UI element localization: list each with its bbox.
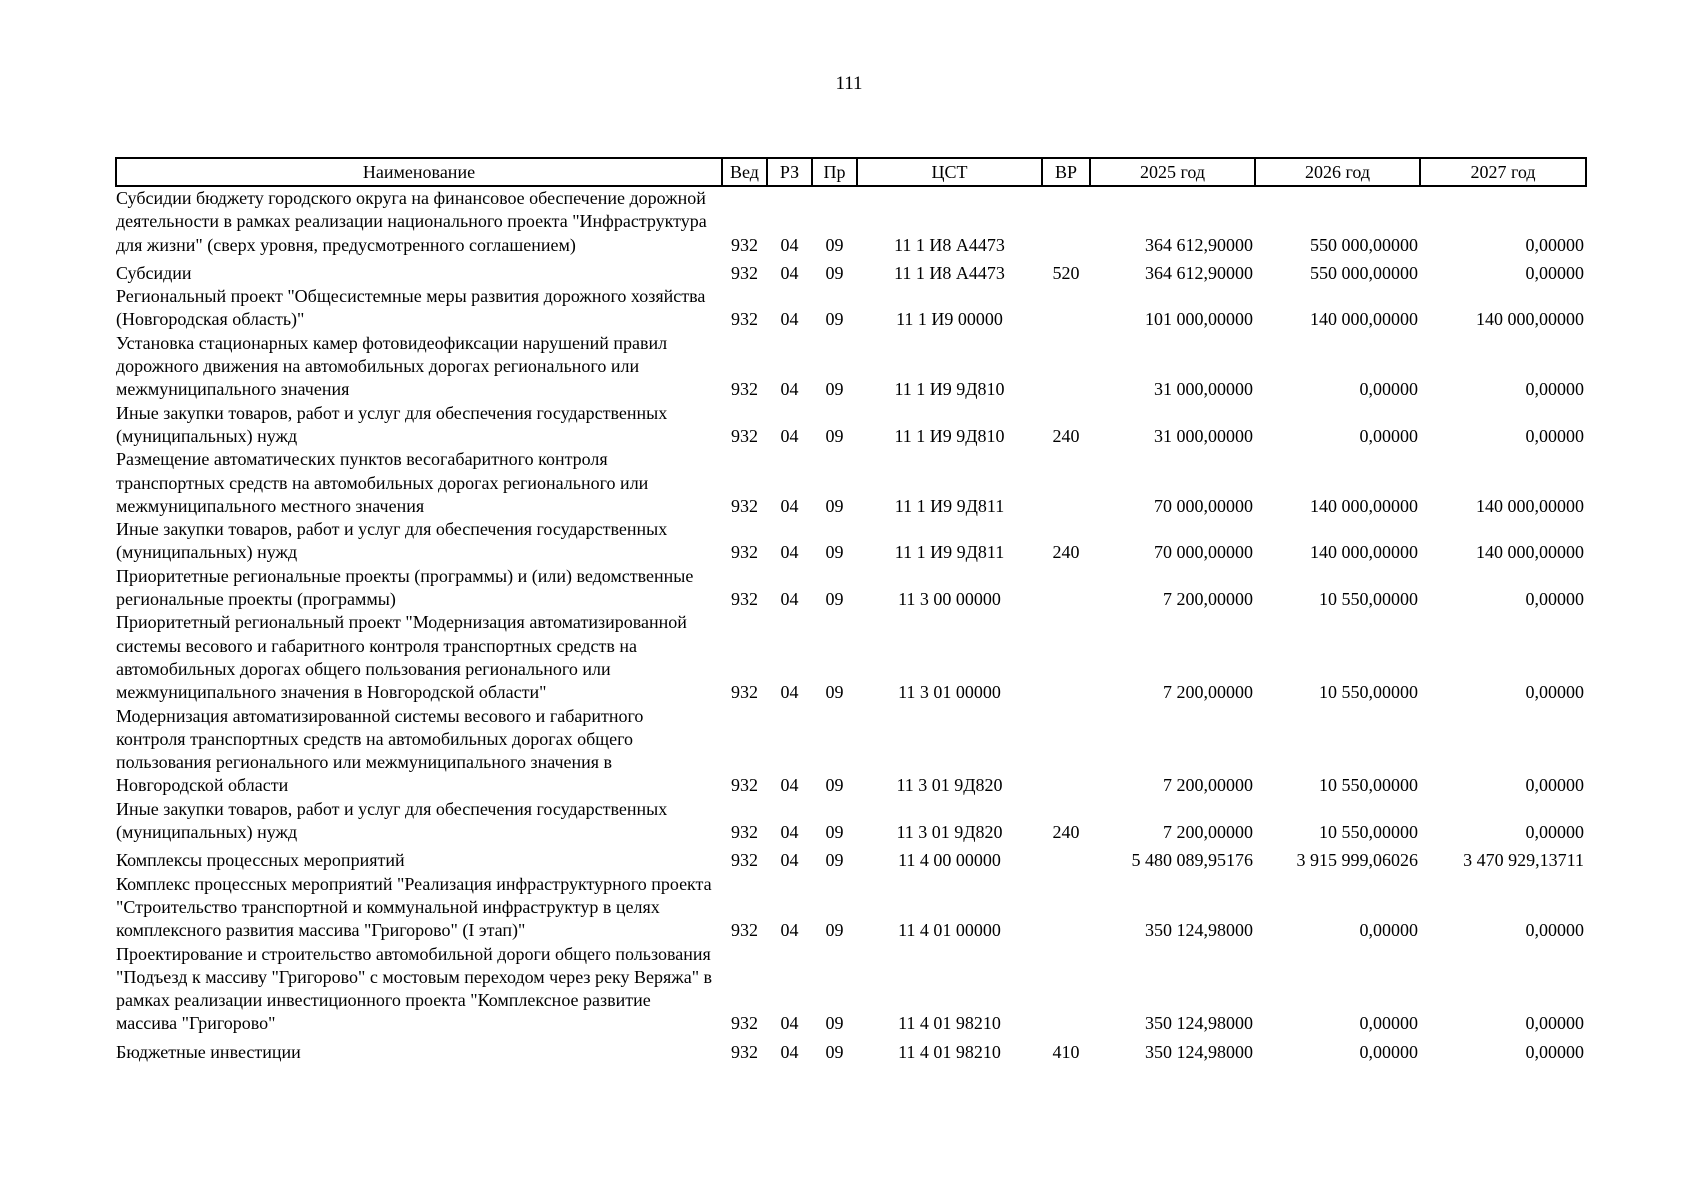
cell-2026: 0,00000 — [1359, 379, 1418, 400]
cell-rz: 04 — [780, 775, 799, 796]
cell-ved: 932 — [731, 775, 758, 796]
cell-ved: 932 — [731, 234, 758, 255]
table-row — [116, 332, 1586, 402]
cell-pr: 09 — [825, 425, 844, 446]
table-row — [116, 611, 1586, 704]
cell-cst: 11 3 01 00000 — [898, 682, 1001, 703]
cell-2026: 550 000,00000 — [1310, 234, 1418, 255]
table-row — [116, 257, 1586, 285]
cell-name: Модернизация автоматизированной системы весового и габаритного контроля транспортных средств на автомобильных дорогах общего пользования регионального или межмуниципального значения в Новгородской области — [116, 705, 644, 796]
cell-2026: 0,00000 — [1359, 920, 1418, 941]
table-row — [116, 844, 1586, 872]
cell-ved: 932 — [731, 309, 758, 330]
cell-vr — [1042, 285, 1090, 332]
cell-cst: 11 1 И9 9Д811 — [894, 495, 1005, 516]
cell-2027: 3 470 929,13711 — [1463, 850, 1584, 871]
cell-ved: 932 — [731, 1013, 758, 1034]
cell-cst: 11 1 И8 А4473 — [894, 234, 1005, 255]
cell-name: Субсидии — [116, 262, 192, 283]
cell-pr: 09 — [825, 1013, 844, 1034]
table-header-row — [116, 158, 1586, 186]
cell-pr: 09 — [825, 379, 844, 400]
cell-2027: 140 000,00000 — [1476, 542, 1584, 563]
cell-ved: 932 — [731, 920, 758, 941]
cell-rz: 04 — [780, 425, 799, 446]
cell-pr: 09 — [825, 1041, 844, 1062]
cell-2027: 0,00000 — [1525, 379, 1584, 400]
header-2026: 2026 год — [1255, 158, 1420, 186]
table-row — [116, 705, 1586, 798]
cell-vr — [1042, 943, 1090, 1036]
cell-rz: 04 — [780, 589, 799, 610]
cell-2025: 101 000,00000 — [1145, 309, 1253, 330]
table-row — [116, 943, 1586, 1036]
cell-cst: 11 4 01 98210 — [898, 1041, 1001, 1062]
cell-rz: 04 — [780, 682, 799, 703]
cell-cst: 11 1 И8 А4473 — [894, 262, 1005, 283]
table-row — [116, 1036, 1586, 1064]
cell-2025: 350 124,98000 — [1145, 1013, 1253, 1034]
cell-name: Иные закупки товаров, работ и услуг для обеспечения государственных (муниципальных) нужд — [116, 798, 668, 843]
cell-2026: 3 915 999,06026 — [1296, 850, 1418, 871]
cell-cst: 11 1 И9 9Д810 — [894, 425, 1005, 446]
cell-rz: 04 — [780, 920, 799, 941]
cell-2027: 140 000,00000 — [1476, 495, 1584, 516]
table-row — [116, 285, 1586, 332]
cell-2026: 0,00000 — [1359, 1041, 1418, 1062]
cell-vr: 410 — [1052, 1041, 1080, 1062]
table-row — [116, 448, 1586, 518]
cell-cst: 11 1 И9 9Д810 — [894, 379, 1005, 400]
table-row — [116, 186, 1586, 257]
cell-pr: 09 — [825, 495, 844, 516]
header-pr: Пр — [812, 158, 857, 186]
cell-ved: 932 — [731, 495, 758, 516]
cell-ved: 932 — [731, 379, 758, 400]
cell-pr: 09 — [825, 262, 844, 283]
budget-table — [115, 157, 1587, 1064]
cell-rz: 04 — [780, 379, 799, 400]
cell-ved: 932 — [731, 425, 758, 446]
table-row — [116, 798, 1586, 845]
cell-ved: 932 — [731, 822, 758, 843]
cell-vr — [1042, 448, 1090, 518]
cell-2025: 7 200,00000 — [1163, 822, 1253, 843]
cell-name: Размещение автоматических пунктов весогабаритного контроля транспортных средств на автомобильных дорогах регионального или межмуниципального местного значения — [116, 449, 649, 516]
cell-pr: 09 — [825, 850, 844, 871]
cell-2026: 0,00000 — [1359, 425, 1418, 446]
header-2027: 2027 год — [1420, 158, 1586, 186]
table-row — [116, 518, 1586, 565]
cell-2026: 10 550,00000 — [1319, 589, 1418, 610]
cell-name: Комплексы процессных мероприятий — [116, 850, 405, 871]
cell-name: Проектирование и строительство автомобильной дороги общего пользования "Подъезд к массиву "Григорово" с мостовым переходом через реку Веряжа" в рамках реализации инвестиционного проекта "Комплексное развитие массива "Григорово" — [116, 943, 713, 1034]
cell-pr: 09 — [825, 682, 844, 703]
cell-pr: 09 — [825, 542, 844, 563]
cell-ved: 932 — [731, 682, 758, 703]
cell-vr — [1042, 186, 1090, 257]
cell-vr: 240 — [1052, 425, 1080, 446]
cell-name: Иные закупки товаров, работ и услуг для обеспечения государственных (муниципальных) нужд — [116, 519, 668, 563]
cell-cst: 11 3 01 9Д820 — [896, 775, 1003, 796]
header-ved: Вед — [722, 158, 767, 186]
cell-2025: 31 000,00000 — [1154, 425, 1253, 446]
cell-ved: 932 — [731, 542, 758, 563]
cell-name: Комплекс процессных мероприятий "Реализация инфраструктурного проекта "Строительство транспортной и коммунальной инфраструктур в целях комплексного развития массива "Григорово" (I этап)" — [116, 873, 712, 941]
cell-2027: 0,00000 — [1525, 262, 1584, 283]
cell-rz: 04 — [780, 1041, 799, 1062]
cell-rz: 04 — [780, 495, 799, 516]
cell-pr: 09 — [825, 822, 844, 843]
cell-2027: 0,00000 — [1525, 775, 1584, 796]
cell-2027: 0,00000 — [1525, 1013, 1584, 1034]
cell-name: Бюджетные инвестиции — [116, 1041, 301, 1062]
cell-2025: 7 200,00000 — [1163, 682, 1253, 703]
cell-ved: 932 — [731, 262, 758, 283]
cell-2027: 0,00000 — [1525, 589, 1584, 610]
cell-2025: 31 000,00000 — [1154, 379, 1253, 400]
cell-cst: 11 3 00 00000 — [898, 589, 1001, 610]
cell-name: Установка стационарных камер фотовидеофиксации нарушений правил дорожного движения на автомобильных дорогах регионального или межмуниципального значения — [116, 332, 668, 400]
cell-2027: 140 000,00000 — [1476, 309, 1584, 330]
header-vr: ВР — [1042, 158, 1090, 186]
cell-2026: 550 000,00000 — [1310, 262, 1418, 283]
cell-2026: 140 000,00000 — [1310, 495, 1418, 516]
cell-2025: 7 200,00000 — [1163, 589, 1253, 610]
table-row — [116, 565, 1586, 612]
cell-cst: 11 4 01 98210 — [898, 1013, 1001, 1034]
cell-vr: 240 — [1052, 822, 1080, 843]
cell-2025: 350 124,98000 — [1145, 1041, 1253, 1062]
cell-rz: 04 — [780, 1013, 799, 1034]
cell-2026: 140 000,00000 — [1310, 542, 1418, 563]
cell-2026: 10 550,00000 — [1319, 822, 1418, 843]
cell-pr: 09 — [825, 309, 844, 330]
cell-cst: 11 1 И9 9Д811 — [894, 542, 1005, 563]
cell-ved: 932 — [731, 850, 758, 871]
cell-cst: 11 4 01 00000 — [898, 920, 1001, 941]
cell-cst: 11 3 01 9Д820 — [896, 822, 1003, 843]
cell-2026: 10 550,00000 — [1319, 682, 1418, 703]
cell-rz: 04 — [780, 234, 799, 255]
cell-vr: 240 — [1052, 542, 1080, 563]
cell-2025: 364 612,90000 — [1145, 234, 1253, 255]
cell-2027: 0,00000 — [1525, 234, 1584, 255]
cell-vr — [1042, 705, 1090, 798]
header-cst: ЦСТ — [857, 158, 1042, 186]
table-row — [116, 873, 1586, 943]
page-number: 111 — [835, 73, 863, 94]
cell-cst: 11 1 И9 00000 — [896, 309, 1003, 330]
cell-vr — [1042, 565, 1090, 612]
cell-2027: 0,00000 — [1525, 920, 1584, 941]
cell-name: Приоритетный региональный проект "Модернизация автоматизированной системы весового и габаритного контроля транспортных средств на автомобильных дорогах общего пользования регионального или межмуниципального значения в Новгородской области" — [116, 612, 687, 703]
cell-2025: 70 000,00000 — [1154, 495, 1253, 516]
cell-2025: 70 000,00000 — [1154, 542, 1253, 563]
cell-rz: 04 — [780, 262, 799, 283]
cell-name: Региональный проект "Общесистемные меры развития дорожного хозяйства (Новгородская область)" — [116, 286, 706, 330]
cell-vr — [1042, 873, 1090, 943]
cell-2025: 350 124,98000 — [1145, 920, 1253, 941]
cell-name: Субсидии бюджету городского округа на финансовое обеспечение дорожной деятельности в рамках реализации национального проекта "Инфраструктура для жизни" (сверх уровня, предусмотренного соглашением) — [116, 188, 707, 255]
cell-2027: 0,00000 — [1525, 682, 1584, 703]
table-body — [116, 186, 1586, 1064]
cell-pr: 09 — [825, 589, 844, 610]
cell-rz: 04 — [780, 822, 799, 843]
cell-vr — [1042, 844, 1090, 872]
cell-2027: 0,00000 — [1525, 822, 1584, 843]
header-name: Наименование — [116, 158, 722, 186]
cell-rz: 04 — [780, 850, 799, 871]
cell-ved: 932 — [731, 589, 758, 610]
cell-2025: 364 612,90000 — [1145, 262, 1253, 283]
cell-2027: 0,00000 — [1525, 1041, 1584, 1062]
cell-2027: 0,00000 — [1525, 425, 1584, 446]
cell-name: Иные закупки товаров, работ и услуг для обеспечения государственных (муниципальных) нужд — [116, 402, 668, 446]
table-row — [116, 402, 1586, 449]
cell-2026: 140 000,00000 — [1310, 309, 1418, 330]
cell-2026: 0,00000 — [1359, 1013, 1418, 1034]
cell-pr: 09 — [825, 234, 844, 255]
cell-rz: 04 — [780, 309, 799, 330]
cell-2026: 10 550,00000 — [1319, 775, 1418, 796]
cell-pr: 09 — [825, 920, 844, 941]
cell-vr — [1042, 611, 1090, 704]
cell-name: Приоритетные региональные проекты (программы) и (или) ведомственные региональные проекты (программы) — [116, 565, 694, 610]
header-2025: 2025 год — [1090, 158, 1255, 186]
cell-2025: 7 200,00000 — [1163, 775, 1253, 796]
cell-vr: 520 — [1052, 262, 1080, 283]
cell-ved: 932 — [731, 1041, 758, 1062]
header-rz: РЗ — [767, 158, 812, 186]
cell-rz: 04 — [780, 542, 799, 563]
cell-pr: 09 — [825, 775, 844, 796]
cell-2025: 5 480 089,95176 — [1131, 850, 1253, 871]
cell-vr — [1042, 332, 1090, 402]
cell-cst: 11 4 00 00000 — [898, 850, 1001, 871]
